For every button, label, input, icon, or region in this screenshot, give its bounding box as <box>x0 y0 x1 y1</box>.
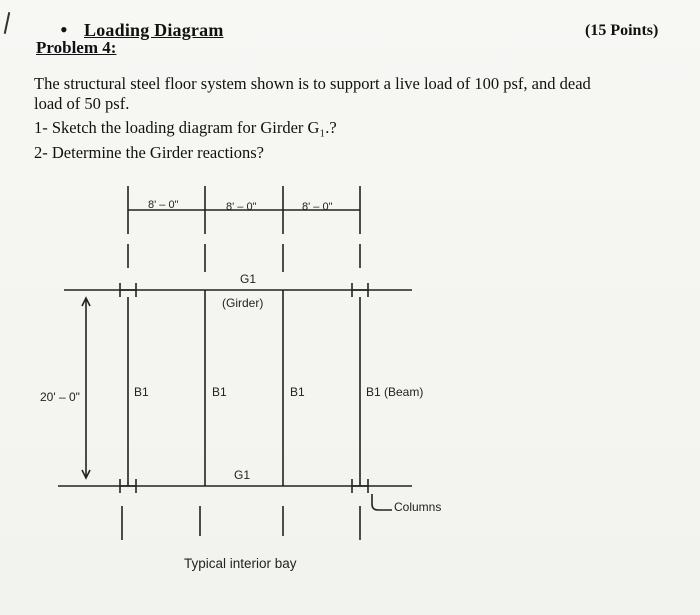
points-label: (15 Points) <box>585 22 659 39</box>
beam-label-2: B1 <box>212 385 227 399</box>
title-bullet: • <box>60 17 68 42</box>
question-2: 2- Determine the Girder reactions? <box>34 143 264 162</box>
beam-label-4: B1 (Beam) <box>366 385 424 399</box>
girder-bottom-label: G1 <box>234 468 251 482</box>
beam-label-1: B1 <box>134 385 149 399</box>
span-label-3: 8' – 0" <box>302 201 333 213</box>
span-label-1: 8' – 0" <box>148 199 179 211</box>
beam-label-3: B1 <box>290 385 305 399</box>
columns-leader-line <box>372 494 392 510</box>
girder-top-sublabel: (Girder) <box>222 296 264 310</box>
column-h-symbol-top-right <box>352 283 368 297</box>
question-1: 1- Sketch the loading diagram for Girder G₁.? <box>34 118 337 137</box>
height-dimension-label: 20' – 0" <box>40 390 80 404</box>
columns-label: Columns <box>394 500 442 514</box>
column-h-symbol-top-left <box>120 283 136 297</box>
diagram-caption: Typical interior bay <box>184 556 297 571</box>
problem-number: Problem 4: <box>36 38 117 57</box>
page-title: Loading Diagram <box>84 20 224 40</box>
problem-statement-line-2: load of 50 psf. <box>34 94 130 113</box>
problem-statement-line-1: The structural steel floor system shown is to support a live load of 100 psf, and dead <box>34 74 591 93</box>
girder-top-label: G1 <box>240 272 257 286</box>
span-label-2: 8' – 0" <box>226 201 257 213</box>
